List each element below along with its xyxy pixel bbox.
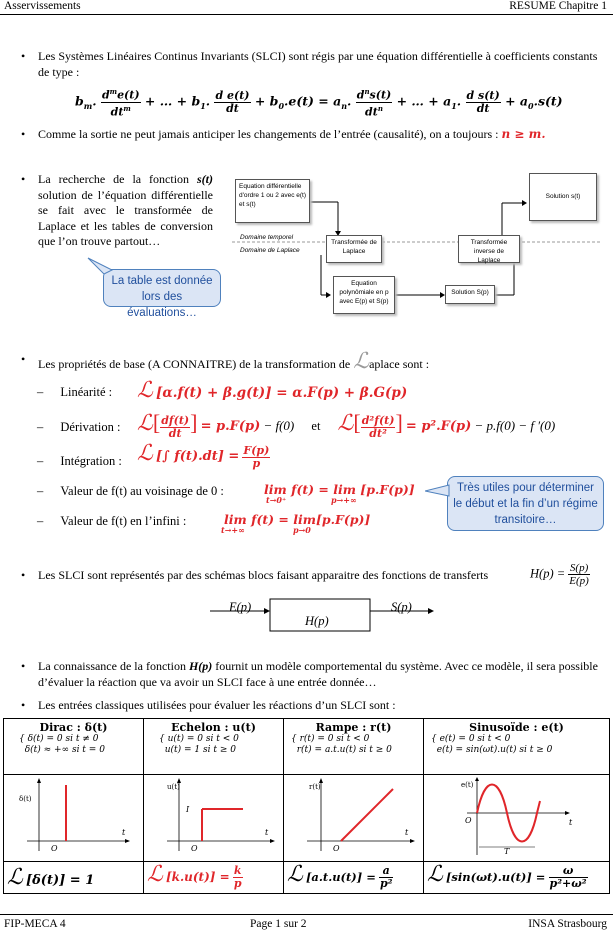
page-footer: [0, 914, 613, 934]
dirac-laplace: ℒ [δ(t)] = 1: [4, 862, 144, 894]
ramp-graph: [287, 777, 417, 855]
sine-laplace: ℒ [sin(ωt).u(t)] = $\frac{\omega}{\text{p²+ω²}}$: [424, 862, 610, 894]
differential-equation: $b_m$. $\frac{d^me(t)}{dt^m}$ + … + $b_1$. $\frac{\text{d e(t)}}{dt}$ + $b_0.e(t) = a_n$. $\frac{d^ns(t)}{dt^n}$ + … + $a_1$. $\frac{\text{d s(t)}}{dt}$ + $a_0.s(t)$: [75, 87, 563, 119]
bullet-slci-definition: [21, 48, 598, 80]
svg-text:O: O: [465, 816, 472, 825]
bullet-laplace-search: • La recherche de la fonction s(t) solution de l’équation différentielle se fait avec le transformée de Laplace et les tables de conversion que l’on trouve partout…: [21, 172, 213, 248]
causality-text: Comme la sortie ne peut jamais anticiper les changements de l’entrée (causalité), on a toujours :: [38, 127, 499, 141]
label-time-domain: Domaine temporel: [240, 234, 294, 241]
classic-inputs-table: [3, 718, 610, 894]
page-header: [0, 0, 613, 15]
bullet-transfer-knowledge: • La connaissance de la fonction H(p) fournit un modèle comportemental du système. Avec ce modèle, il sera possible d’évaluer la réaction que va avoir un SLCI face à une entrée donnée…: [21, 659, 598, 689]
script-l-glyph: ℒ: [353, 349, 370, 374]
step-graph: [147, 777, 277, 855]
footer-right: INSA Strasbourg: [528, 918, 607, 930]
block-transfer-label: H(p): [305, 614, 329, 628]
dirac-header: Dirac : δ(t) { δ(t) = 0 si t ≠ 0 δ(t) ≈ +∞ si t = 0: [4, 719, 144, 775]
property-initial-value: – Valeur de f(t) au voisinage de 0 : lim f(t) = lim [p.F(p)] t→0⁺ p→+∞: [37, 482, 415, 505]
property-final-value: – Valeur de f(t) en l’infini : lim f(t) = lim[p.F(p)] t→+∞ p→0: [37, 512, 371, 535]
svg-text:I: I: [186, 805, 190, 814]
box-polynomial-equation: Equation polynômiale en p avec E(p) et S(p): [333, 276, 395, 314]
svg-text:t: t: [265, 828, 269, 837]
svg-text:t: t: [405, 828, 409, 837]
box-solution-st: Solution s(t): [529, 173, 597, 221]
bullet-block-diagram: • Les SLCI sont représentés par des schémas blocs faisant apparaitre des fonctions de transferts: [21, 568, 489, 582]
footer-left: FIP-MECA 4: [4, 918, 66, 930]
step-header: Echelon : u(t) { u(t) = 0 si t < 0 u(t) = 1 si t ≥ 0: [144, 719, 284, 775]
property-integration: – Intégration : ℒ [∫ f(t).dt] = $\frac{F(p)}{p}$: [37, 441, 270, 470]
property-linearity: – Linéarité : ℒ [α.f(t) + β.g(t)] = α.F(p) + β.G(p): [37, 378, 408, 403]
svg-text:O: O: [51, 844, 58, 853]
laplace-method-diagram: [232, 165, 602, 330]
ramp-laplace: ℒ [a.t.u(t)] = $\frac{a}{\text{p²}}$: [284, 862, 424, 894]
box-differential-equation: Equation différentielle d'ordre 1 ou 2 avec e(t) et s(t): [235, 179, 310, 223]
sine-graph: [427, 777, 597, 855]
step-laplace: ℒ [k.u(t)] = $\frac{k}{p}$: [144, 862, 284, 894]
block-output-label: S(p): [391, 600, 412, 614]
bullet-laplace-properties: • Les propriétés de base (A CONNAITRE) de la transformation de ℒaplace sont :: [21, 349, 430, 374]
step-graph-cell: [144, 775, 284, 862]
footer-page-number: Page 1 sur 2: [250, 918, 307, 930]
dirac-graph: [7, 777, 137, 855]
causality-relation: n ≥ m.: [501, 127, 546, 141]
callout-table-given: La table est donnée lors des évaluations…: [103, 269, 221, 307]
svg-text:r(t): r(t): [309, 783, 321, 791]
svg-text:T: T: [504, 847, 510, 855]
bullet-classic-inputs: • Les entrées classiques utilisées pour évaluer les réactions d’un SLCI sont :: [21, 698, 396, 712]
bullet-causality: • Comme la sortie ne peut jamais anticiper les changements de l’entrée (causalité), on a toujours : n ≥ m.: [21, 127, 546, 141]
ramp-header: Rampe : r(t) { r(t) = 0 si t < 0 r(t) = a.t.u(t) si t ≥ 0: [284, 719, 424, 775]
svg-text:O: O: [191, 844, 198, 853]
svg-text:t: t: [122, 828, 126, 837]
property-derivation: – Dérivation : ℒ[ $\frac{df(t)}{dt}$ ] = p.F(p) − f(0) et ℒ[ $\frac{\text{d²f(t)}}{\text{dt²}}$ ] = p².F(p) − p.f(0) − f ′(0): [37, 410, 556, 440]
sine-graph-cell: [424, 775, 610, 862]
box-inverse-laplace: Transformée inverse de Laplace: [458, 235, 520, 263]
svg-text:δ(t): δ(t): [19, 795, 32, 803]
sine-header: Sinusoïde : e(t) { e(t) = 0 si t < 0 e(t) = sin(ωt).u(t) si t ≥ 0: [424, 719, 610, 775]
header-left: Asservissements: [4, 0, 81, 12]
svg-text:O: O: [333, 844, 340, 853]
bullet-dot: •: [21, 49, 26, 63]
callout-pointer: [86, 256, 116, 276]
svg-text:t: t: [569, 818, 573, 827]
label-laplace-domain: Domaine de Laplace: [240, 247, 300, 254]
dirac-graph-cell: [4, 775, 144, 862]
ramp-graph-cell: [284, 775, 424, 862]
slci-definition-text: Les Systèmes Linéaires Continus Invariants (SLCI) sont régis par une équation différentielle à coefficients constants de type :: [38, 49, 598, 79]
svg-text:u(t): u(t): [167, 783, 180, 791]
callout-transient: Très utiles pour déterminer le début et la fin d’un régime transitoire…: [447, 476, 604, 531]
box-laplace-transform: Transformée de Laplace: [326, 235, 382, 263]
header-right: RESUME Chapitre 1: [509, 0, 607, 12]
block-input-label: E(p): [229, 600, 252, 614]
box-solution-sp: Solution S(p): [445, 285, 495, 304]
callout-transient-pointer: [425, 484, 451, 498]
transfer-function-def: H(p) = $\frac{S(p)}{E(p)}$: [530, 562, 589, 587]
svg-text:e(t): e(t): [461, 781, 474, 789]
